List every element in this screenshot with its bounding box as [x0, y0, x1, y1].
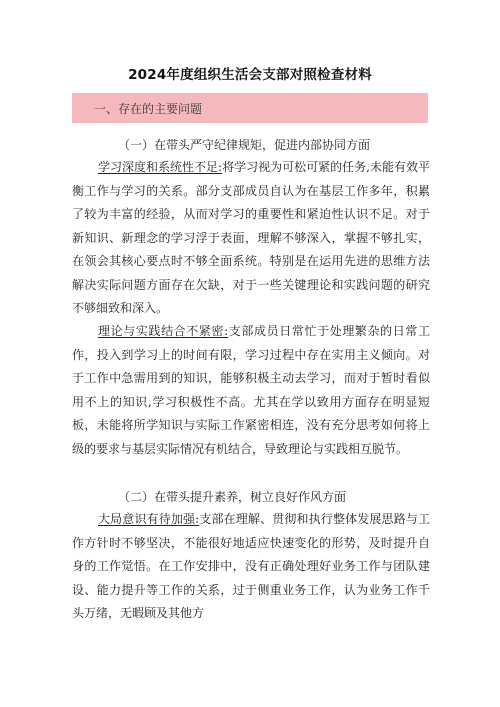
document-title: 2024年度组织生活会支部对照检查材料	[128, 67, 372, 83]
section-heading-bar	[72, 93, 428, 123]
paragraph-theory-practice	[72, 320, 430, 461]
paragraph-body: 将学习视为可松可紧的任务,未能有效平衡工作与学习的关系。部分支部成员自认为在基层工作多年，积累了较为丰富的经验，从而对学习的重要性和紧迫性认识不足。对于新知识、新理念的学习浮于表面，理解不够深入，掌握不够扎实，在领会其核心要点时不够全面系统。特别是在运用先进的思维方法解决实际问题方面存在欠缺，对于一些关键理论和实践问题的研究不够细致和深入。	[72, 160, 430, 315]
sub-heading-2: （二）在带头提升素养，树立良好作风方面	[118, 490, 347, 504]
paragraph-study-depth	[72, 156, 430, 321]
paragraph-body: 支部在理解、贯彻和执行整体发展思路与工作方针时不够坚决，不能很好地适应快速变化的形势，及时提升自身的工作觉悟。在工作安排中，没有正确处理好业务工作与团队建设、能力提升等工作的关系，过于侧重业务工作，认为业务工作千头万绪，无暇顾及其他方	[72, 512, 430, 620]
section-heading: 一、存在的主要问题	[94, 102, 203, 116]
paragraph-body: 支部成员日常忙于处理繁杂的日常工作，投入到学习上的时间有限，学习过程中存在实用主义倾向。对于工作中急需用到的知识，能够积极主动去学习，而对于暂时看似用不上的知识,学习积极性不高。尤其在学以致用方面存在明显短板，未能将所学知识与实际工作紧密相连，没有充分思考如何将上级的要求与基层实际情况有机结合，导致理论与实践相互脱节。	[72, 324, 430, 456]
paragraph-lead: 大局意识有待加强:	[98, 512, 200, 526]
paragraph-lead: 学习深度和系统性不足:	[98, 160, 223, 174]
paragraph-lead: 理论与实践结合不紧密:	[98, 324, 229, 338]
sub-heading-1: （一）在带头严守纪律规矩，促进内部协同方面	[118, 138, 371, 152]
paragraph-overall-awareness	[72, 508, 430, 626]
